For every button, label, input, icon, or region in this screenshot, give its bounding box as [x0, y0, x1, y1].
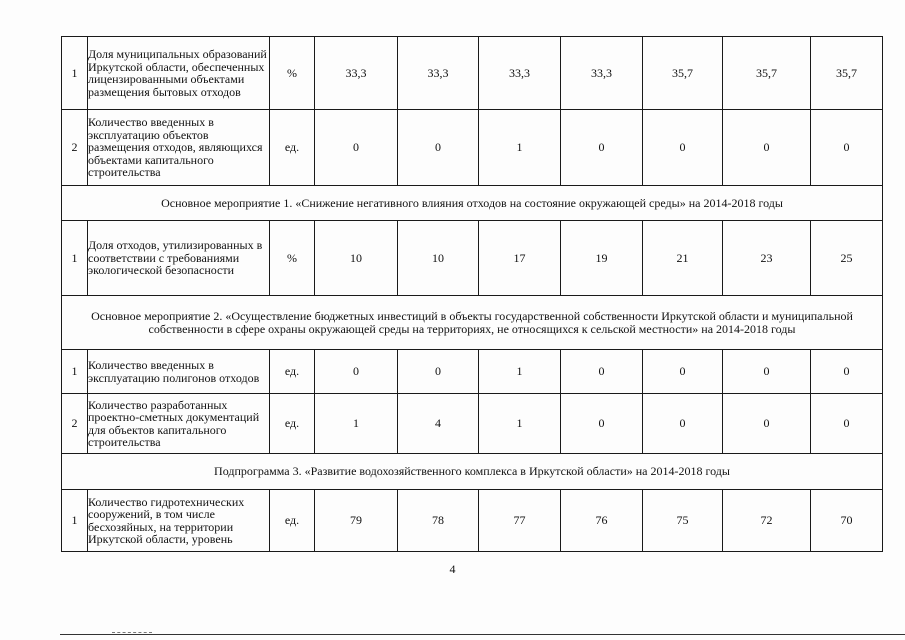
value-cell: 33,3	[398, 37, 479, 110]
value-cell: 76	[561, 490, 643, 552]
unit-cell: ед.	[270, 350, 315, 394]
value-cell: 35,7	[811, 37, 883, 110]
value-cell: 72	[723, 490, 811, 552]
value-cell: 0	[723, 394, 811, 454]
value-cell: 0	[561, 394, 643, 454]
value-cell: 35,7	[723, 37, 811, 110]
value-cell: 0	[643, 350, 723, 394]
value-cell: 1	[479, 110, 561, 186]
table-row	[62, 221, 883, 296]
table-row	[62, 350, 883, 394]
indicator-name: Доля отходов, утилизированных в соответствии с требованиями экологической безопасности	[88, 221, 270, 296]
unit-cell: ед.	[270, 110, 315, 186]
value-cell: 25	[811, 221, 883, 296]
value-cell: 1	[315, 394, 398, 454]
value-cell: 77	[479, 490, 561, 552]
section-heading: Основное мероприятие 2. «Осуществление бюджетных инвестиций в объекты государственной собственности Иркутской области и муниципальной собственности в сфере охраны окружающей среды на территориях, не относящихся к сельской местности» на 2014-2018 годы	[62, 296, 883, 350]
value-cell: 0	[643, 394, 723, 454]
value-cell: 0	[315, 350, 398, 394]
value-cell: 75	[643, 490, 723, 552]
value-cell: 0	[398, 110, 479, 186]
value-cell: 33,3	[315, 37, 398, 110]
value-cell: 78	[398, 490, 479, 552]
value-cell: 0	[723, 110, 811, 186]
value-cell: 23	[723, 221, 811, 296]
table-row	[62, 394, 883, 454]
value-cell: 10	[398, 221, 479, 296]
value-cell: 0	[561, 350, 643, 394]
unit-cell: %	[270, 37, 315, 110]
section-row	[62, 186, 883, 221]
value-cell: 33,3	[561, 37, 643, 110]
row-number: 1	[62, 350, 88, 394]
row-number: 1	[62, 490, 88, 552]
value-cell: 0	[811, 110, 883, 186]
indicator-name: Количество гидротехнических сооружений, в том числе бесхозяйных, на территории Иркутской области, уровень	[88, 490, 270, 552]
page-number: 4	[449, 562, 456, 576]
row-number: 1	[62, 221, 88, 296]
value-cell: 0	[811, 350, 883, 394]
section-heading: Основное мероприятие 1. «Снижение негативного влияния отходов на состояние окружающей среды» на 2014-2018 годы	[62, 186, 883, 221]
table-row	[62, 490, 883, 552]
indicator-name: Количество введенных в эксплуатацию полигонов отходов	[88, 350, 270, 394]
scan-mark	[112, 632, 152, 635]
table-row	[62, 37, 883, 110]
value-cell: 0	[561, 110, 643, 186]
value-cell: 35,7	[643, 37, 723, 110]
section-row	[62, 454, 883, 490]
value-cell: 17	[479, 221, 561, 296]
value-cell: 1	[479, 350, 561, 394]
unit-cell: %	[270, 221, 315, 296]
row-number: 2	[62, 394, 88, 454]
value-cell: 4	[398, 394, 479, 454]
table-row	[62, 110, 883, 186]
unit-cell: ед.	[270, 394, 315, 454]
indicator-name: Количество разработанных проектно-сметных документаций для объектов капитального строительства	[88, 394, 270, 454]
indicator-name: Количество введенных в эксплуатацию объектов размещения отходов, являющихся объектами капитального строительства	[88, 110, 270, 186]
section-row	[62, 296, 883, 350]
value-cell: 33,3	[479, 37, 561, 110]
value-cell: 19	[561, 221, 643, 296]
value-cell: 79	[315, 490, 398, 552]
unit-cell: ед.	[270, 490, 315, 552]
value-cell: 1	[479, 394, 561, 454]
value-cell: 0	[811, 394, 883, 454]
row-number: 1	[62, 37, 88, 110]
value-cell: 70	[811, 490, 883, 552]
value-cell: 10	[315, 221, 398, 296]
indicator-name: Доля муниципальных образований Иркутской области, обеспеченных лицензированными объектами размещения бытовых отходов	[88, 37, 270, 110]
value-cell: 0	[315, 110, 398, 186]
value-cell: 21	[643, 221, 723, 296]
row-number: 2	[62, 110, 88, 186]
indicators-table	[61, 36, 883, 552]
footer-divider	[60, 634, 905, 635]
value-cell: 0	[643, 110, 723, 186]
value-cell: 0	[723, 350, 811, 394]
value-cell: 0	[398, 350, 479, 394]
section-heading: Подпрограмма 3. «Развитие водохозяйственного комплекса в Иркутской области» на 2014-2018 годы	[62, 454, 883, 490]
